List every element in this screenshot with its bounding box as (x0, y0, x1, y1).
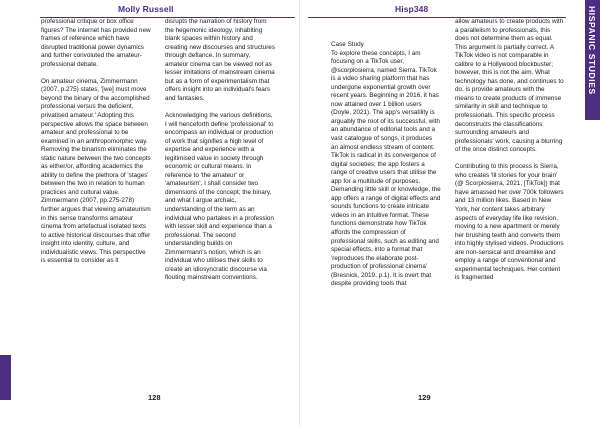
section-tab (585, 0, 600, 120)
page-number: 129 (418, 393, 431, 402)
left-column-2 (165, 18, 275, 283)
running-head-course: Hisp348 (395, 4, 429, 14)
edge-tab-marker (0, 355, 11, 400)
running-head-author: Molly Russell (118, 4, 174, 14)
paragraph: On amateur cinema, Zimmermann (2007, p.275) states, '[we] must move beyond the binary of the accomplished professional versus the deficient, privatised amateur.' Adopting this perspective allows the space between amateur and professional to be examined in an anthropomorphic way. Removing the binarism eliminates the static nature between the two concepts as either/or, affording academics the ability to define the plethora of 'stages' between the two in relation to human practices and cultural value. Zimmermann (2007, pp.275-278) further argues that viewing amateurism in this sense transforms amateur cinema from artefactual isolated texts to active historical discourses that offer insight into identity, culture, and individualistic views. This perspective is essential to consider as it (41, 77, 151, 265)
paragraph: Acknowledging the various definitions, I will henceforth define 'professional' to encompass an individual or production of work that signifies a high level of expertise and experience with a legitimised value in society through economic or cultural means. In reference to 'the amateur' or 'amateurism', I shall consider two dimensions of the concept; the binary, and what I argue archaic, understanding of the term as an individual who partakes in a profession with lesser skill and experience than a professional. The second understanding builds on Zimmermann's notion, which is an individual who utilises their skills to create an idiosyncratic discourse via flouting mainstream conventions. (165, 112, 274, 282)
paragraph: allow amateurs to create products with a parallelism to professionals, this does not determine them as equal. This argument is partially correct. A TikTok video is not comparable in calibre to a Hollywood blockbuster; however, this is not the aim. What technology has done, and continues to do, is provide amateurs with the means to create products of immense similarity in skill and technique to professionals. This specific process deconstructs the classifications surrounding amateurs and professionals' work, causing a blurring of the once distinct concepts. (455, 18, 564, 154)
paragraph: Case Study To explore these concepts, I am focusing on a TikTok user, @scorpiosierra, named Sierra. TikTok is a video sharing platform that has undergone exponential growth over recent years. Beginning in 2016, it has now attained over 1 billion users (Doyle, 2021). The app's versatility is arguably the root of its successful, with an abundance of editorial tools and a vast catalogue of songs, it produces an almost endless stream of content. TikTok is radical in its convergence of digital societies; the app fosters a range of creative users that utilise the app for a multitude of purposes. Demanding little skill or knowledge, the app offers a range of digital effects and sounds functions to create intricate videos in an intuitive format. These functions demonstrate how TikTok affords the compression of professional skills, such as editing and special effects, into a format that 'reproduces the elaborate post-production of professional cinema' (Bresnick, 2019, p.1). It is overt that despite providing tools that (331, 41, 441, 288)
paragraph: professional critique or box office figures? The internet has provided new frames of reference which have disrupted traditional power dynamics and further convoluted the amateur-professional debate. (41, 18, 151, 68)
paragraph: disrupts the narration of history from the hegemonic ideology, inhabiting blank spaces within history and creating new discourses and structures through defiance. In summary, amateur cinema can be viewed not as lesser imitations of mainstream cinema but as a form of experimentalism that offers insight into an individual's fears and fantasies. (165, 18, 276, 102)
paragraph: Contributing to this process is Sierra, who creates 'lil stories for your brain' (@ Scorpiosierra, 2021, [TikTok]) that have amassed her over 700k followers and 13 million likes. Based in New York, her content takes arbitrary aspects of everyday life like revision, moving to a new apartment or merely her brushing teeth and converts them into highly stylised videos. Productions are non-sensical and dreamlike and employ a range of conventional and experimental techniques. Her content is fragmented (455, 163, 564, 282)
right-page (300, 0, 600, 425)
right-column-2 (455, 18, 565, 283)
page-number: 128 (148, 393, 161, 402)
right-column-1 (331, 41, 441, 289)
section-tab-label: HISPANIC STUDIES (587, 6, 597, 95)
left-column-1 (41, 18, 151, 266)
